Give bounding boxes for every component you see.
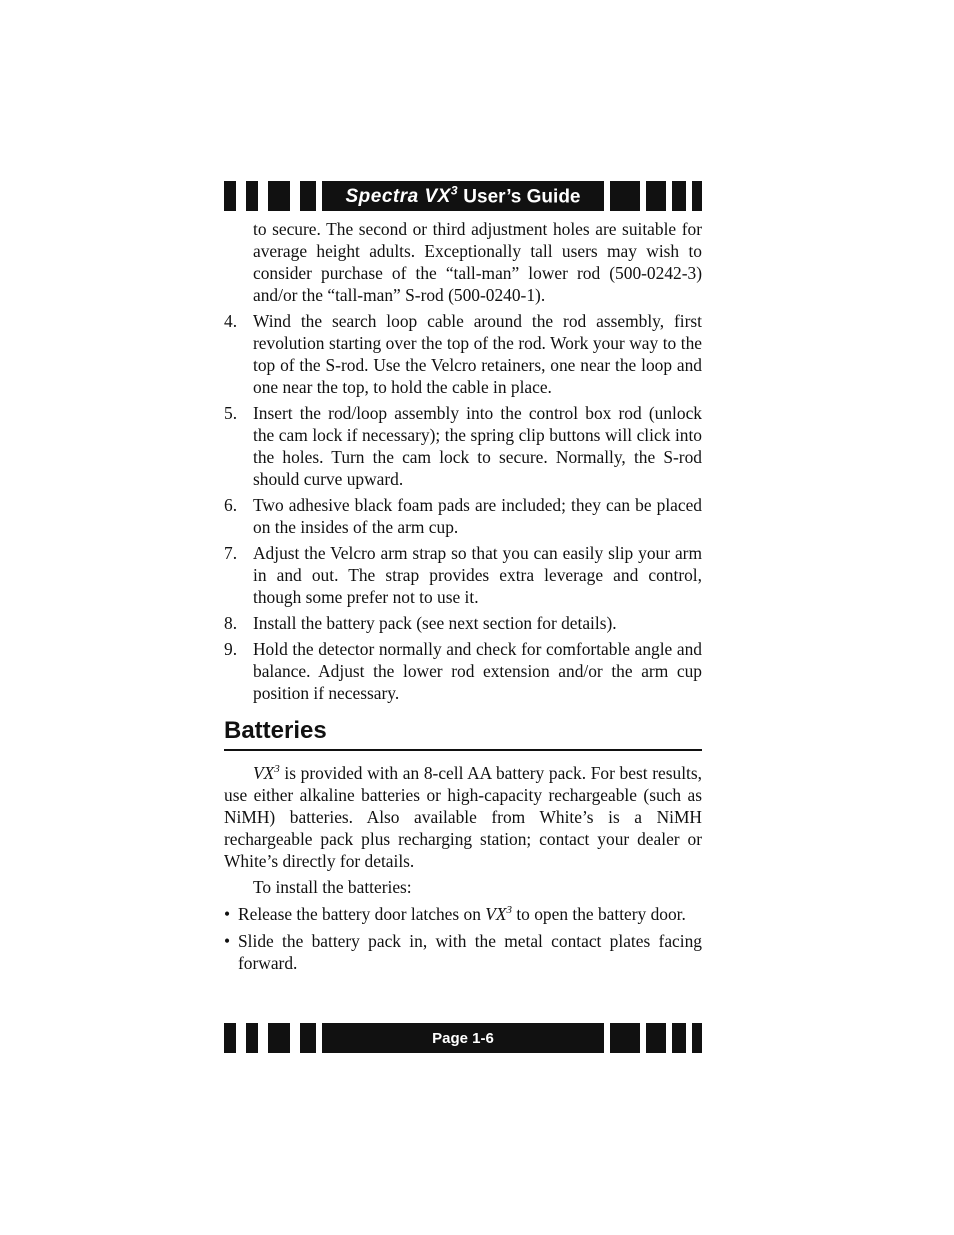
header-title — [345, 184, 580, 208]
batteries-intro-paragraph — [224, 762, 702, 872]
model-name: VX — [485, 904, 507, 924]
step-text: Two adhesive black foam pads are included; they can be placed on the insides of the arm cup. — [253, 495, 702, 537]
assembly-steps — [224, 310, 702, 704]
footer-block — [246, 1023, 258, 1053]
brand-text: Spectra VX — [345, 186, 451, 208]
bullet-text: Release the battery door latches on — [238, 904, 486, 924]
header-block — [246, 181, 258, 211]
step-number: 8. — [224, 613, 238, 633]
header-title-box — [322, 181, 604, 211]
step-item — [224, 612, 702, 634]
footer-block — [692, 1023, 702, 1053]
step-text: Hold the detector normally and check for comfortable angle and balance. Adjust the lower rod extension and/or the arm cup position if necessary. — [253, 639, 702, 703]
step-text: Adjust the Velcro arm strap so that you can easily slip your arm in and out. The strap provides extra leverage and control, though some prefer not to use it. — [253, 543, 702, 607]
step-number: 5. — [224, 403, 238, 423]
page-content — [224, 218, 702, 979]
bullet-text: to open the battery door. — [512, 904, 686, 924]
step-text: Install the battery pack (see next section for details). — [253, 613, 617, 633]
header-block — [610, 181, 640, 211]
model-name: VX — [253, 763, 275, 783]
step-item — [224, 494, 702, 538]
header-block — [300, 181, 316, 211]
step-item — [224, 542, 702, 608]
brand-superscript: 3 — [450, 183, 458, 198]
footer-block — [268, 1023, 290, 1053]
footer-block — [224, 1023, 236, 1053]
header-block — [646, 181, 666, 211]
install-intro-paragraph: To install the batteries: — [253, 877, 412, 897]
brand-name — [345, 183, 458, 208]
bullet-item — [224, 930, 702, 974]
step-text: Insert the rod/loop assembly into the control box rod (unlock the cam lock if necessary); the spring clip buttons will click into the holes. Turn the cam lock to secure. Normally, the S-rod should curve upward. — [253, 403, 702, 489]
step-item — [224, 310, 702, 398]
step-number: 9. — [224, 639, 238, 659]
batteries-intro-text: is provided with an 8-cell AA battery pack. For best results, use either alkaline batteries or high-capacity rechargeable (such as NiMH) batteries. Also available from White’s is a NiMH rechargeable pack plus recharging station; contact your dealer or White’s directly for details. — [224, 763, 702, 871]
model-superscript: 3 — [506, 904, 512, 917]
footer-block — [300, 1023, 316, 1053]
header-block — [692, 181, 702, 211]
step-number: 7. — [224, 543, 238, 563]
install-steps-list — [224, 903, 702, 974]
bullet-item — [224, 903, 702, 925]
header-block — [268, 181, 290, 211]
step-number: 4. — [224, 311, 238, 331]
section-heading-batteries: Batteries — [224, 717, 702, 751]
step-item — [224, 638, 702, 704]
step-number: 6. — [224, 495, 238, 515]
footer-block — [610, 1023, 640, 1053]
bullet-marker: • — [224, 904, 231, 924]
guide-title: User’s Guide — [463, 186, 581, 208]
bullet-marker: • — [224, 931, 231, 951]
page-number: Page 1-6 — [432, 1029, 494, 1047]
model-superscript: 3 — [274, 763, 280, 776]
header-bar — [224, 181, 702, 211]
header-block — [224, 181, 236, 211]
header-block — [672, 181, 686, 211]
continuation-paragraph: to secure. The second or third adjustment holes are suitable for average height adults. Exceptionally tall users may wish to consider purchase of the “tall-man” lower rod (500-0242-3) and/or the “tall-man” S-rod (500-0240-1). — [253, 219, 702, 305]
footer-block — [646, 1023, 666, 1053]
footer-block — [672, 1023, 686, 1053]
footer-label-box — [322, 1023, 604, 1053]
step-text: Wind the search loop cable around the rod assembly, first revolution starting over the top of the rod. Work your way to the top of the S-rod. Use the Velcro retainers, one near the loop and one near the top, to hold the cable in place. — [253, 311, 702, 397]
footer-bar — [224, 1023, 702, 1053]
step-item — [224, 402, 702, 490]
bullet-text: Slide the battery pack in, with the metal contact plates facing forward. — [238, 931, 702, 973]
